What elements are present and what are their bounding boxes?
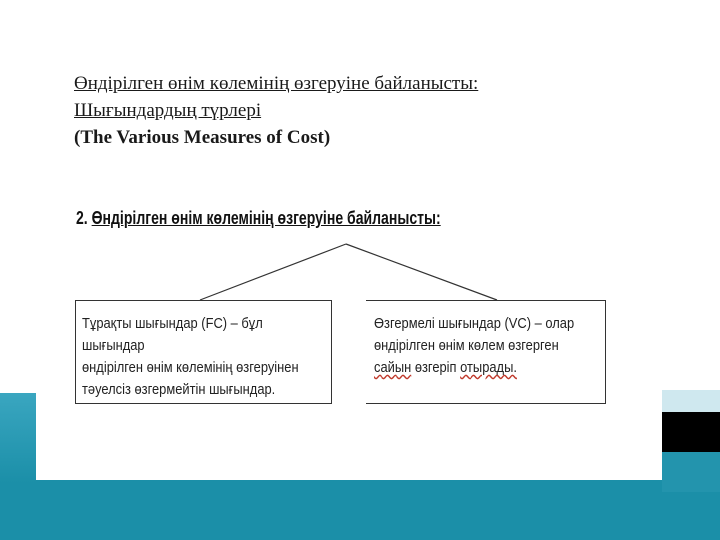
fixed-costs-line-3: тәуелсіз өзгермейтін шығындар. (82, 381, 276, 398)
fixed-costs-box (75, 300, 332, 404)
variable-costs-line-2: өндірілген өнім көлем өзгерген (374, 337, 559, 354)
variable-costs-word-1: сайын (374, 359, 412, 376)
variable-costs-line-3 (374, 357, 600, 379)
diagram-heading-text: Өндірілген өнім көлемінің өзгеруіне байланысты: (91, 208, 441, 228)
diagram-heading-number: 2. (76, 208, 88, 228)
variable-costs-line-1: Өзгермелі шығындар (VC) – олар (374, 315, 575, 332)
title-line-3: (The Various Measures of Cost) (74, 127, 331, 148)
variable-costs-word-2: өзгеріп (411, 359, 461, 376)
fixed-costs-line-1: Тұрақты шығындар (FC) – бұл шығындар (82, 315, 263, 354)
variable-costs-word-3: отырады. (460, 359, 517, 376)
fixed-costs-line-2: өндірілген өнім көлемінің өзгеруінен (82, 359, 299, 376)
connector-to-left-box (200, 244, 346, 300)
title-line-2: Шығындардың түрлері (74, 100, 262, 121)
connector-to-right-box (346, 244, 497, 300)
variable-costs-box (366, 300, 606, 404)
title-line-1: Өндірілген өнім көлемінің өзгеруіне байланысты: (74, 73, 479, 94)
